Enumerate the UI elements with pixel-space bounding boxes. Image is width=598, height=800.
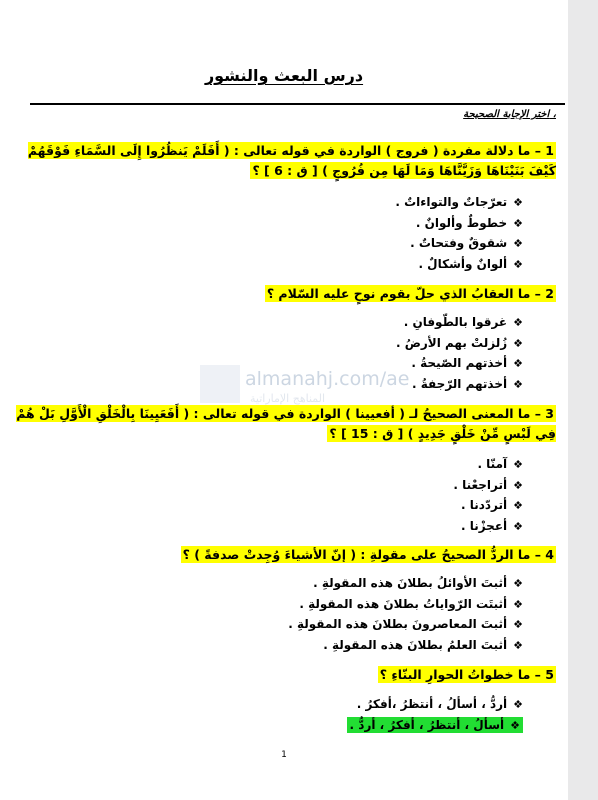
question-2 <box>265 284 556 304</box>
option[interactable]: ❖أردُّ ، أسألُ ، أنتظرُ ،أفكرُ . <box>356 697 523 711</box>
option[interactable]: ❖أثبتَ المعاصرونَ بطلانَ هذه المقولةِ . <box>288 617 523 631</box>
option[interactable]: ❖خطوطٌ وألوانٌ . <box>415 215 523 230</box>
question-text: 5 – ما خطواتُ الحوارِ البنّاءِ ؟ <box>379 667 554 682</box>
question-1 <box>16 141 556 181</box>
diamond-bullet-icon: ❖ <box>513 237 523 250</box>
options-q1 <box>395 192 523 274</box>
question-text: 3 – ما المعنى الصحيحُ لـ ( أفعيينا ) الواردة في قوله تعالى : ( أَفَعَيِينَا بِالْخَلْقِ الْأَوَّلِ بَلْ هُمْ فِي لَبْسٍ مِّنْ خَلْقٍ جَدِيدٍ ) [ ق : 15 ] ؟ <box>16 406 556 441</box>
question-5 <box>378 665 556 685</box>
viewer-sidebar <box>568 0 598 800</box>
title-divider <box>30 103 565 105</box>
option[interactable]: ❖غرقوا بالطّوفانِ . <box>403 315 523 329</box>
question-text: 1 – ما دلالة مفردة ( فروج ) الواردة في قوله تعالى : ( أَفَلَمْ يَنظُرُوا إِلَى السَّمَاءِ فَوْقَهُمْ كَيْفَ بَنَيْنَاهَا وَزَيَّنَّاهَا وَمَا لَهَا مِن فُرُوجٍ ) [ ق : 6 ] ؟ <box>27 143 556 178</box>
diamond-bullet-icon: ❖ <box>513 458 523 471</box>
diamond-bullet-icon: ❖ <box>513 316 523 329</box>
option[interactable]: ❖أثبتَ الأوائلُ بطلانَ هذه المقولةِ . <box>313 576 523 590</box>
diamond-bullet-icon: ❖ <box>513 698 523 711</box>
option[interactable]: ❖أثبتَت الرّواياتُ بطلانَ هذه المقولةِ . <box>299 596 523 611</box>
option[interactable]: ❖أخذتهم الصّيحةُ . <box>411 356 523 370</box>
options-q2 <box>396 312 523 394</box>
option-correct[interactable] <box>347 715 523 736</box>
diamond-bullet-icon: ❖ <box>513 357 523 370</box>
diamond-bullet-icon: ❖ <box>513 597 523 611</box>
option[interactable]: ❖زُلزلتْ بهم الأرضُ . <box>396 335 523 350</box>
options-q5 <box>347 694 523 735</box>
diamond-bullet-icon: ❖ <box>513 478 523 492</box>
question-4 <box>181 545 556 565</box>
diamond-bullet-icon: ❖ <box>513 196 523 209</box>
option[interactable]: ❖أتردّدنا . <box>460 498 523 512</box>
instruction-text: اختر الإجابة الصحيحة ، <box>463 109 556 120</box>
diamond-bullet-icon: ❖ <box>513 577 523 590</box>
option[interactable]: ❖أثبتَ العلمُ بطلانَ هذه المقولةِ . <box>323 637 523 652</box>
option[interactable]: ❖ألوانٌ وأشكالٌ . <box>418 256 523 271</box>
diamond-bullet-icon: ❖ <box>513 336 523 350</box>
option[interactable]: ❖أتراجعْنا . <box>453 477 523 492</box>
options-q3 <box>453 454 523 536</box>
option[interactable]: ❖تعرّجاتٌ والتواءاتٌ . <box>395 195 523 209</box>
watermark-logo <box>200 365 240 403</box>
option[interactable]: ❖أخذتهم الرّجفةُ . <box>412 376 523 391</box>
question-text: 4 – ما الردُّ الصحيحُ على مقولةِ : ( إنّ الأشياءَ وُجِدتْ صدفةً ) ؟ <box>182 547 554 562</box>
diamond-bullet-icon: ❖ <box>513 499 523 512</box>
diamond-bullet-icon: ❖ <box>513 257 523 271</box>
options-q4 <box>288 573 523 655</box>
diamond-bullet-icon: ❖ <box>513 519 523 533</box>
page-title: درس البعث والنشور <box>204 66 364 85</box>
diamond-bullet-icon: ❖ <box>513 216 523 230</box>
option[interactable]: ❖شقوقٌ وفتحاتٌ . <box>410 236 523 250</box>
diamond-bullet-icon: ❖ <box>513 638 523 652</box>
option[interactable]: ❖آمنّا . <box>477 457 523 471</box>
watermark-subtext: المناهج الإماراتية <box>250 392 326 405</box>
watermark-text: almanahj.com/ae <box>245 368 410 390</box>
option[interactable]: ❖أعجزْنا . <box>460 518 523 533</box>
page-number: 1 <box>281 750 287 760</box>
correct-answer-highlight: ❖أسألُ ، أنتظرُ ، أفكرُ ، أردُّ . <box>347 717 523 733</box>
question-3 <box>16 404 556 444</box>
diamond-bullet-icon: ❖ <box>510 718 520 732</box>
diamond-bullet-icon: ❖ <box>513 377 523 391</box>
diamond-bullet-icon: ❖ <box>513 618 523 631</box>
question-text: 2 – ما العقابُ الذي حلّ بقوم نوحٍ عليه السّلام ؟ <box>266 286 554 301</box>
